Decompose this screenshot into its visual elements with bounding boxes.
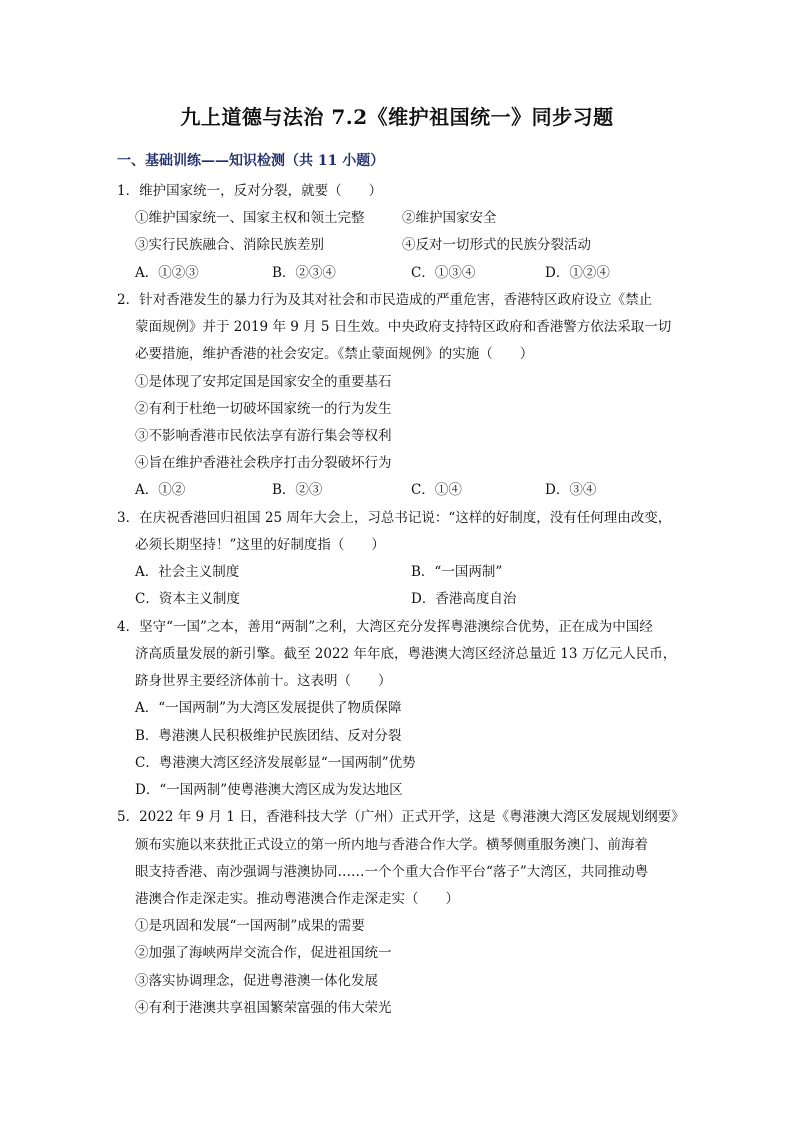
question-3-option-b[interactable]: B．“一国两制”: [411, 564, 503, 580]
question-5-statement-1: ①是巩固和发展“一国两制”成果的需要: [135, 918, 365, 934]
question-3-stem-line-1: 3．在庆祝香港回归祖国 25 周年大会上，习总书记说：“这样的好制度，没有任何理由改变，: [117, 510, 672, 526]
question-2-statement-3: ③不影响香港市民依法享有游行集会等权利: [135, 428, 392, 444]
question-2-stem-line-3: 必要措施，维护香港的社会安定。《禁止蒙面规例》的实施（ ）: [135, 346, 534, 362]
question-1-stem: 1．维护国家统一，反对分裂，就要（ ）: [117, 183, 383, 199]
question-4-stem-line-3: 跻身世界主要经济体前十。这表明（ ）: [135, 673, 392, 689]
question-2-option-c[interactable]: C．①④: [411, 482, 462, 498]
question-3-option-a[interactable]: A．社会主义制度: [135, 564, 240, 580]
question-5-statement-3: ③落实协调理念，促进粤港澳一体化发展: [135, 973, 378, 989]
question-4-option-b[interactable]: B．粤港澳人民积极维护民族团结、反对分裂: [135, 728, 402, 744]
question-2-option-b[interactable]: B．②③: [272, 482, 323, 498]
question-1-option-b[interactable]: B．②③④: [272, 265, 336, 281]
question-4-stem-line-1: 4．坚守“一国”之本，善用“两制”之利，大湾区充分发挥粤港澳综合优势，正在成为中国经: [117, 619, 653, 635]
question-2-statement-1: ①是体现了安邦定国是国家安全的重要基石: [135, 374, 392, 390]
question-5-stem-line-3: 眼支持香港、南沙强调与港澳协同……一个个重大合作平台“落子”大湾区，共同推动粤: [135, 864, 649, 880]
question-2-statement-4: ④旨在维护香港社会秩序打击分裂破坏行为: [135, 455, 392, 471]
question-4-option-c[interactable]: C．粤港澳大湾区经济发展彰显“一国两制”优势: [135, 755, 416, 771]
question-3-option-c[interactable]: C．资本主义制度: [135, 591, 240, 607]
question-2-statement-2: ②有利于杜绝一切破坏国家统一的行为发生: [135, 401, 392, 417]
question-3-option-d[interactable]: D．香港高度自治: [411, 591, 517, 607]
question-2-option-a[interactable]: A．①②: [135, 482, 186, 498]
question-3-stem-line-2: 必须长期坚持！”这里的好制度指（ ）: [135, 537, 385, 553]
question-5-statement-2: ②加强了海峡两岸交流合作，促进祖国统一: [135, 945, 392, 961]
page-title: 九上道德与法治 7.2《维护祖国统一》同步习题: [180, 105, 614, 129]
section-heading: 一、基础训练——知识检测（共 11 小题）: [117, 153, 385, 169]
question-1-statement-4: ④反对一切形式的民族分裂活动: [402, 237, 591, 253]
question-2-stem-line-2: 蒙面规例》并于 2019 年 9 月 5 日生效。中央政府支持特区政府和香港警方依法采取一切: [135, 319, 672, 335]
question-4-option-a[interactable]: A．“一国两制”为大湾区发展提供了物质保障: [135, 700, 402, 716]
question-5-stem-line-2: 颁布实施以来获批正式设立的第一所内地与香港合作大学。横琴侧重服务澳门、前海着: [135, 837, 648, 853]
question-1-option-d[interactable]: D．①②④: [545, 265, 610, 281]
question-2-option-d[interactable]: D．③④: [545, 482, 597, 498]
question-2-stem-line-1: 2．针对香港发生的暴力行为及其对社会和市民造成的严重危害，香港特区政府设立《禁止: [117, 292, 653, 308]
question-5-stem-line-4: 港澳合作走深走实。推动粤港澳合作走深走实（ ）: [135, 891, 459, 907]
question-1-statement-3: ③实行民族融合、消除民族差别: [135, 237, 324, 253]
question-4-option-d[interactable]: D．“一国两制”使粤港澳大湾区成为发达地区: [135, 782, 403, 798]
question-1-option-c[interactable]: C．①③④: [411, 265, 476, 281]
question-1-statement-2: ②维护国家安全: [402, 210, 497, 226]
question-1-statement-1: ①维护国家统一、国家主权和领土完整: [135, 210, 365, 226]
question-5-stem-line-1: 5．2022 年 9 月 1 日，香港科技大学（广州）正式开学，这是《粤港澳大湾区发展规划纲要》: [117, 809, 685, 825]
question-4-stem-line-2: 济高质量发展的新引擎。截至 2022 年年底，粤港澳大湾区经济总量近 13 万亿元人民币，: [135, 646, 677, 662]
question-5-statement-4: ④有利于港澳共享祖国繁荣富强的伟大荣光: [135, 1000, 392, 1016]
question-1-option-a[interactable]: A．①②③: [135, 265, 199, 281]
